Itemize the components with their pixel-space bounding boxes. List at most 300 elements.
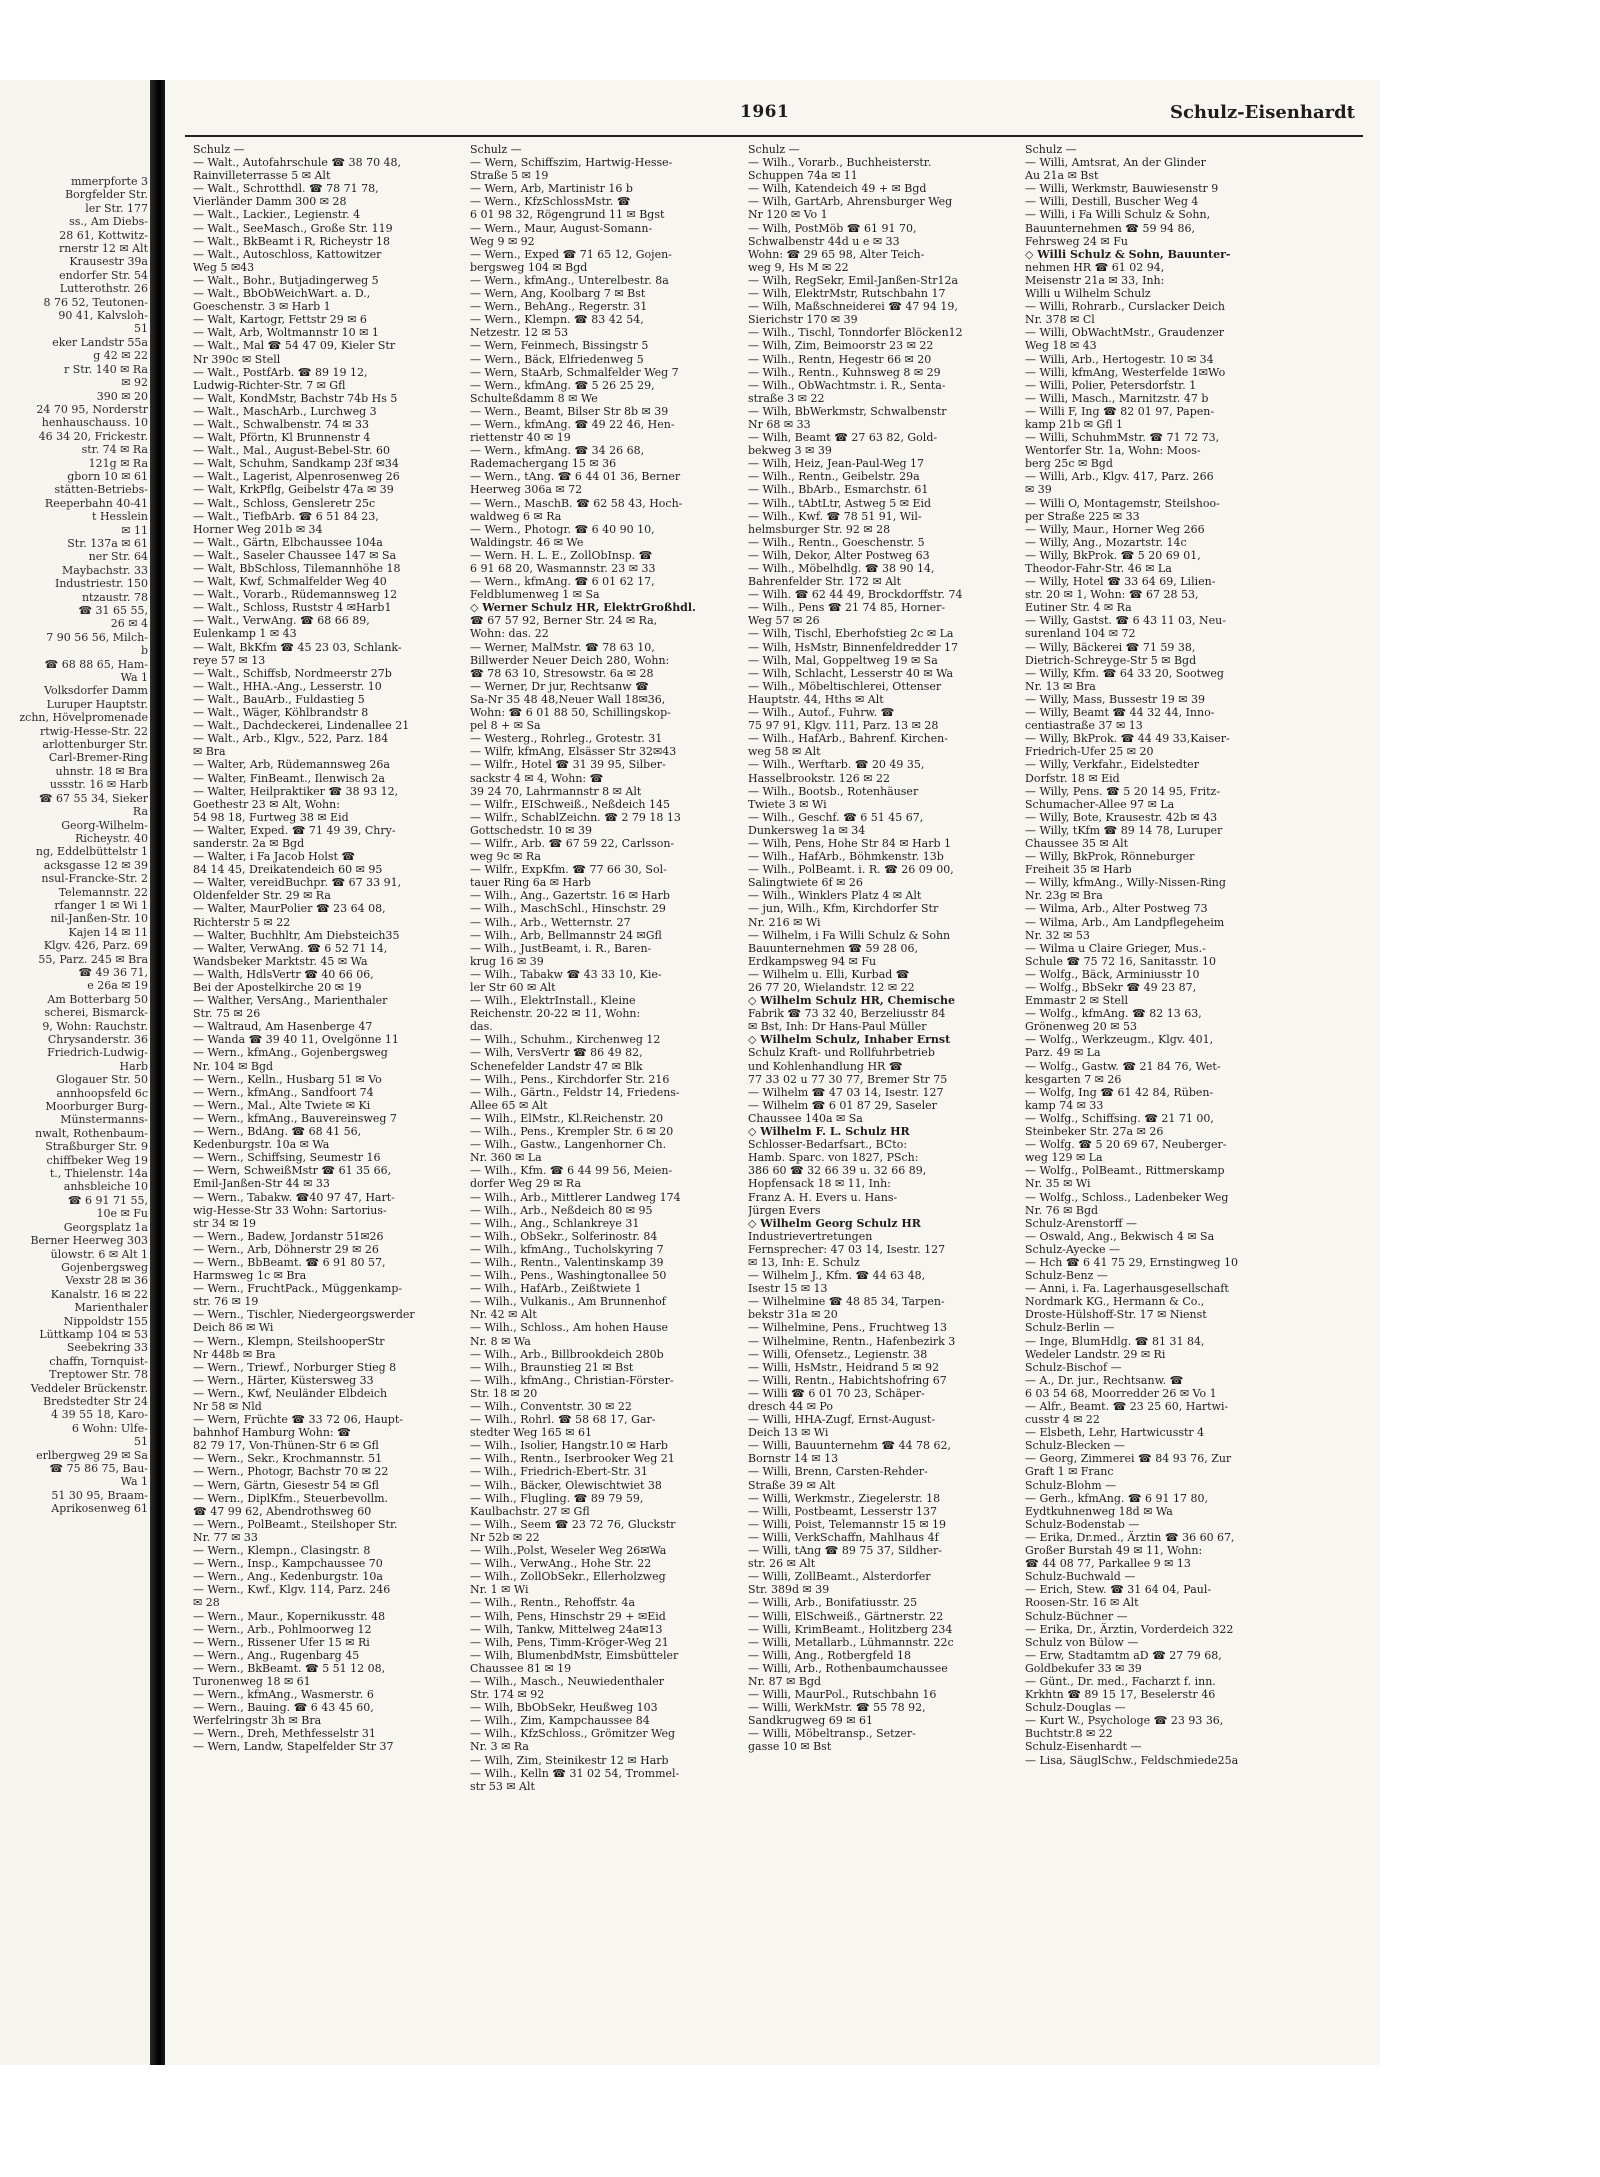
stub-line: ner Str. 64 — [88, 550, 148, 564]
directory-entry-line: Au 21a ✉ Bst — [1025, 169, 1099, 183]
directory-entry-line: — Wolfg., PolBeamt., Rittmerskamp — [1025, 1164, 1225, 1178]
stub-line: ☎ 68 88 65, Ham- — [44, 657, 148, 671]
directory-entry-line: Wandsbeker Marktstr. 45 ✉ Wa — [193, 954, 368, 968]
directory-entry-line: Nr 390c ✉ Stell — [193, 352, 281, 366]
directory-entry-line: — Willi, ZollBeamt., Alsterdorfer — [748, 1570, 931, 1584]
stub-line: Vexstr 28 ✉ 36 — [65, 1274, 148, 1288]
directory-entry-line: ✉ 28 — [193, 1596, 220, 1610]
directory-entry-line: Feldblumenweg 1 ✉ Sa — [470, 588, 600, 602]
directory-entry-line: — Wern., Kelln., Husbarg 51 ✉ Vo — [193, 1072, 382, 1086]
directory-entry-line: str 53 ✉ Alt — [470, 1779, 535, 1793]
directory-entry-line: Schulz-Büchner — — [1025, 1609, 1128, 1623]
directory-entry-line: tauer Ring 6a ✉ Harb — [470, 876, 591, 890]
stub-line: 9, Wohn: Rauchstr. — [42, 1019, 148, 1033]
directory-entry-line: — Wern., Ang., Rugenbarg 45 — [193, 1648, 360, 1662]
stub-line: 390 ✉ 20 — [96, 389, 148, 403]
directory-entry-line: — Willi, Masch., Marnitzstr. 47 b — [1025, 391, 1209, 405]
directory-entry-line: — Wern., Dreh, Methfesselstr 31 — [193, 1727, 376, 1741]
directory-entry-line: — Willi, Arb., Rothenbaumchaussee — [748, 1661, 948, 1675]
directory-entry-line: — Wilh., Pens., Kirchdorfer Str. 216 — [470, 1072, 670, 1086]
directory-entry-line: — Wilh., HafArb., Bahrenf. Kirchen- — [748, 732, 948, 746]
directory-entry-line: Schulz-Blohm — — [1025, 1478, 1117, 1492]
directory-entry-line: helmsburger Str. 92 ✉ 28 — [748, 522, 891, 536]
directory-entry-line: — Wilh, PostMöb ☎ 61 91 70, — [748, 221, 917, 235]
directory-entry-line: gasse 10 ✉ Bst — [748, 1740, 832, 1754]
directory-entry-line: Kedenburgstr. 10a ✉ Wa — [193, 1138, 330, 1152]
directory-entry-line: — Wern, Ang, Koolbarg 7 ✉ Bst — [470, 287, 646, 301]
stub-line: Ra — [132, 805, 148, 819]
directory-entry-line: Schulz Kraft- und Rollfuhrbetrieb — [748, 1046, 935, 1060]
directory-entry-line: — Walter, i Fa Jacob Holst ☎ — [193, 850, 356, 864]
directory-entry-line: — Wilh., ZollObSekr., Ellerholzweg — [470, 1570, 666, 1584]
directory-entry-line: Rainvilleterrasse 5 ✉ Alt — [193, 169, 331, 183]
directory-entry-line: — Wilh., Vulkanis., Am Brunnenhof — [470, 1295, 666, 1309]
left-page-text-stub — [0, 175, 148, 1516]
stub-line: anhsbleiche 10 — [63, 1180, 148, 1194]
directory-entry-line: — Kurt W., Psychologe ☎ 23 93 36, — [1025, 1714, 1224, 1728]
directory-entry-line: Schwalbenstr 44d u e ✉ 33 — [748, 234, 900, 248]
directory-entry-line: — Wilh., Tischl, Tonndorfer Blöcken12 — [748, 326, 963, 340]
directory-entry-line: Kaulbachstr. 27 ✉ Gfl — [470, 1504, 590, 1518]
stub-line: Carl-Bremer-Ring — [48, 751, 148, 765]
directory-entry-line: Gottschedstr. 10 ✉ 39 — [470, 823, 593, 837]
stub-line: Volksdorfer Damm — [44, 684, 148, 698]
stub-line: ☎ 6 91 71 55, — [67, 1193, 148, 1207]
directory-entry-line: — Willi ☎ 6 01 70 23, Schäper- — [748, 1386, 925, 1400]
directory-entry-line: — Wilh., Arb, Bellmannstr 24 ✉Gfl — [470, 928, 662, 942]
directory-entry-line: ◇ Wilhelm Schulz, Inhaber Ernst — [748, 1033, 951, 1047]
directory-entry-line: — Willi F, Ing ☎ 82 01 97, Papen- — [1025, 404, 1215, 418]
directory-entry-line: ler Str 60 ✉ Alt — [470, 981, 556, 994]
directory-entry-line: — Alfr., Beamt. ☎ 23 25 60, Hartwi- — [1025, 1400, 1229, 1413]
directory-entry-line: Buchtstr.8 ✉ 22 — [1025, 1727, 1113, 1741]
stub-line: 90 41, Kalvsloh- — [58, 309, 148, 323]
directory-entry-line: — Wilh., Flugling. ☎ 89 79 59, — [470, 1491, 644, 1505]
stub-line: chiffbeker Weg 19 — [46, 1153, 148, 1167]
directory-entry-line: Hopfensack 18 ✉ 11, Inh: — [748, 1177, 891, 1191]
directory-entry-line: — Wilh., Vorarb., Buchheisterstr. — [748, 156, 932, 170]
directory-entry-line: — Walt., Wäger, Köhlbrandstr 8 — [193, 706, 369, 720]
directory-entry-line: Nr. 8 ✉ Wa — [470, 1334, 531, 1348]
directory-entry-line: — Wilh., tAbtLtr, Astweg 5 ✉ Eid — [748, 496, 932, 510]
directory-entry-line: — Wern., Kwf, Neuländer Elbdeich — [193, 1386, 388, 1400]
directory-entry-line: — Wern., Klempn. ☎ 83 42 54, — [470, 313, 644, 327]
directory-entry-line: Rademachergang 15 ✉ 36 — [470, 457, 617, 471]
stub-line: 28 61, Kottwitz- — [59, 228, 148, 242]
directory-entry-line: — Günt., Dr. med., Facharzt f. inn. — [1025, 1674, 1216, 1688]
directory-entry-line: — Wern, Früchte ☎ 33 72 06, Haupt- — [193, 1413, 403, 1427]
directory-entry-line: Theodor-Fahr-Str. 46 ✉ La — [1025, 562, 1172, 575]
directory-entry-line: — Wern., Exped ☎ 71 65 12, Gojen- — [470, 247, 672, 261]
directory-entry-line: Fernsprecher: 47 03 14, Isestr. 127 — [748, 1242, 946, 1256]
directory-entry-line: — Walt, Kartogr, Fettstr 29 ✉ 6 — [193, 313, 367, 327]
directory-entry-line: — Willi, Rohrarb., Curslacker Deich — [1025, 300, 1225, 314]
directory-entry-line: — Willi, ObWachtMstr., Graudenzer — [1025, 326, 1225, 340]
directory-entry-line: — Wilfr, kfmAng, Elsässer Str 32✉43 — [470, 745, 677, 759]
directory-entry-line: Schulz-Berlin — — [1025, 1321, 1115, 1335]
directory-entry-line: Schulz-Blecken — — [1025, 1439, 1125, 1453]
stub-line: ntzaustr. 78 — [81, 590, 148, 604]
directory-entry-line: 39 24 70, Lahrmannstr 8 ✉ Alt — [470, 784, 642, 798]
directory-entry-line: Netzestr. 12 ✉ 53 — [470, 326, 569, 340]
stub-line: 51 — [134, 1435, 148, 1449]
directory-entry-line: — Lisa, SäuglSchw., Feldschmiede25a — [1025, 1753, 1239, 1767]
directory-entry-line: — Wilh., Rentn., Goeschenstr. 5 — [748, 535, 925, 549]
directory-entry-line: — Wilfr., EISchweiß., Neßdeich 145 — [470, 797, 670, 811]
directory-entry-line: — Wilh., ObWachtmstr. i. R., Senta- — [748, 378, 946, 392]
directory-entry-line: Eulenkamp 1 ✉ 43 — [193, 627, 297, 641]
directory-entry-line: — Wilh., MaschSchl., Hinschstr. 29 — [470, 902, 666, 916]
directory-entry-line: — Willy, Verkfahr., Eidelstedter — [1025, 758, 1199, 772]
directory-entry-line: — Willy, Ang., Mozartstr. 14c — [1025, 535, 1187, 549]
directory-entry-line: Isestr 15 ✉ 13 — [748, 1282, 828, 1296]
directory-entry-line: — Willy, Hotel ☎ 33 64 69, Lilien- — [1025, 575, 1216, 589]
directory-entry-line: — Wilh., Autof., Fuhrw. ☎ — [748, 706, 895, 720]
directory-entry-line: — Willy, Kfm. ☎ 64 33 20, Sootweg — [1025, 666, 1224, 680]
directory-entry-line: — Wilh., Gastw., Langenhorner Ch. — [470, 1138, 667, 1152]
directory-entry-line: Bauunternehmen ☎ 59 94 86, — [1025, 221, 1195, 235]
directory-entry-line: Hasselbrookstr. 126 ✉ 22 — [748, 771, 890, 785]
directory-entry-line: reye 57 ✉ 13 — [193, 653, 266, 667]
directory-entry-line: — Willi, WerkMstr. ☎ 55 78 92, — [748, 1701, 926, 1715]
directory-entry-line: — Willi, Postbeamt, Lesserstr 137 — [748, 1504, 937, 1518]
directory-entry-line: — Georg, Zimmerei ☎ 84 93 76, Zur — [1025, 1452, 1232, 1466]
directory-entry-line: Emil-Janßen-Str 44 ✉ 33 — [193, 1177, 330, 1191]
directory-entry-line: — Walt, KondMstr, Bachstr 74b Hs 5 — [193, 391, 398, 405]
stub-line: str. 74 ✉ Ra — [81, 443, 148, 457]
directory-entry-line: — Willi, HHA-Zugf, Ernst-August- — [748, 1413, 936, 1427]
directory-entry-line: Reichenstr. 20-22 ✉ 11, Wohn: — [470, 1007, 641, 1021]
directory-entry-line: nehmen HR ☎ 61 02 94, — [1025, 260, 1165, 274]
stub-line: Reeperbahn 40-41 — [44, 496, 148, 510]
directory-entry-line: kamp 74 ✉ 33 — [1025, 1098, 1104, 1112]
directory-entry-line: Goeschenstr. 3 ✉ Harb 1 — [193, 300, 331, 314]
directory-entry-line: — Wilh., Arb., Billbrookdeich 280b — [470, 1347, 664, 1361]
stub-line: Am Botterbarg 50 — [47, 992, 148, 1006]
directory-entry-line: ✉ Bst, Inh: Dr Hans-Paul Müller — [748, 1020, 927, 1034]
directory-entry-line: stedter Weg 165 ✉ 61 — [470, 1426, 592, 1440]
directory-entry-line: Nr. 42 ✉ Alt — [470, 1308, 537, 1322]
directory-entry-line: — Wern., Photogr. ☎ 6 40 90 10, — [470, 522, 655, 536]
directory-entry-line: — Wern., Insp., Kampchaussee 70 — [193, 1557, 383, 1571]
directory-entry-line: — Wern, Schiffszim, Hartwig-Hesse- — [470, 156, 673, 170]
directory-entry-line: — Wilhelm J., Kfm. ☎ 44 63 48, — [748, 1269, 926, 1283]
directory-entry-line: sackstr 4 ✉ 4, Wohn: ☎ — [470, 771, 604, 785]
directory-entry-line: — Willi, tAng ☎ 89 75 37, Sildher- — [748, 1544, 943, 1558]
directory-entry-line: Jürgen Evers — [748, 1203, 821, 1217]
directory-entry-line: Schulz von Bülow — — [1025, 1635, 1139, 1649]
directory-entry-line: — Willi, Bauunternehm ☎ 44 78 62, — [748, 1439, 952, 1453]
directory-entry-line: — Wilh., Braunstieg 21 ✉ Bst — [470, 1360, 634, 1374]
directory-entry-line: Großer Burstah 49 ✉ 11, Wohn: — [1025, 1544, 1203, 1558]
directory-entry-line: — Wilh, Dekor, Alter Postweg 63 — [748, 548, 930, 562]
stub-line: ler Str. 177 — [85, 201, 148, 215]
directory-entry-line: — Walt., Gärtn, Elbchaussee 104a — [193, 535, 383, 549]
directory-entry-line: Straße 5 ✉ 19 — [470, 169, 549, 183]
directory-entry-line: Hamb. Sparc. von 1827, PSch: — [748, 1151, 919, 1165]
directory-entry-line: — Willi, Ang., Rotbergfeld 18 — [748, 1648, 912, 1662]
directory-entry-line: bahnhof Hamburg Wohn: ☎ — [193, 1426, 351, 1440]
book-gutter — [150, 80, 165, 2065]
directory-entry-line: Franz A. H. Evers u. Hans- — [748, 1190, 898, 1204]
directory-entry-line: 26 77 20, Wielandstr. 12 ✉ 22 — [748, 981, 915, 994]
directory-entry-line: — Wilh., Winklers Platz 4 ✉ Alt — [748, 889, 922, 903]
stub-line: scherei, Bismarck- — [44, 1006, 148, 1020]
stub-line: t Hesslein — [92, 510, 148, 524]
directory-entry-line: — Wern, Arb, Martinistr 16 b — [470, 182, 633, 196]
directory-entry-line: — Wilh, Pens, Hinschstr 29 + ✉Eid — [470, 1609, 666, 1623]
directory-entry-line: — Elsbeth, Lehr, Hartwicusstr 4 — [1025, 1426, 1205, 1440]
stub-line: Münstermanns- — [60, 1113, 148, 1127]
directory-entry-line: Straße 39 ✉ Alt — [748, 1478, 836, 1492]
directory-entry-line: Bei der Apostelkirche 20 ✉ 19 — [193, 981, 362, 994]
directory-entry-line: Nr. 87 ✉ Bgd — [748, 1674, 822, 1688]
directory-entry-line: — Wilma, Arb., Am Landpflegeheim — [1025, 915, 1225, 929]
directory-entry-line: sanderstr. 2a ✉ Bgd — [193, 836, 305, 850]
directory-entry-line: — Wilh., Arb., Neßdeich 80 ✉ 95 — [470, 1203, 653, 1217]
directory-entry-line: — Wilh., Conventstr. 30 ✉ 22 — [470, 1400, 632, 1413]
stub-line: ussstr. 16 ✉ Harb — [49, 778, 148, 792]
stub-line: ☎ 31 65 55, — [78, 604, 148, 617]
directory-entry-line: ☎ 44 08 77, Parkallee 9 ✉ 13 — [1025, 1557, 1191, 1571]
directory-entry-line: Sandkrugweg 69 ✉ 61 — [748, 1714, 873, 1728]
directory-entry-line: — Walt, Pförtn, Kl Brunnenstr 4 — [193, 431, 371, 445]
directory-entry-line: — Wolfg., Gastw. ☎ 21 84 76, Wet- — [1025, 1059, 1221, 1073]
directory-entry-line: bekstr 31a ✉ 20 — [748, 1308, 838, 1322]
stub-line: Seebekring 33 — [66, 1341, 148, 1355]
directory-entry-line: — Wilma u Claire Grieger, Mus.- — [1025, 941, 1206, 955]
directory-entry-line: — Walt., Autoschloss, Kattowitzer — [193, 247, 382, 261]
stub-line: arlottenburger Str. — [42, 738, 148, 752]
directory-entry-line: — Westerg., Rohrleg., Grotestr. 31 — [470, 732, 663, 746]
directory-entry-line: — Wern., Sekr., Krochmannstr. 51 — [193, 1452, 383, 1466]
directory-entry-line: ◇ Wilhelm Georg Schulz HR — [748, 1216, 921, 1230]
directory-entry-line: Schulz-Arenstorff — — [1025, 1216, 1137, 1230]
directory-entry-line: — Wolfg, Ing ☎ 61 42 84, Rüben- — [1025, 1085, 1214, 1099]
directory-entry-line: str. 76 ✉ 19 — [193, 1295, 259, 1309]
directory-entry-line: Schulz-Ayecke — — [1025, 1242, 1120, 1256]
stub-line: ☎ 49 36 71, — [78, 965, 148, 979]
directory-entry-line: — Wern., Tabakw. ☎40 97 47, Hart- — [193, 1190, 395, 1204]
directory-entry-line: cusstr 4 ✉ 22 — [1025, 1413, 1100, 1427]
directory-entry-line: — Wilh, HsMstr, Binnenfeldredder 17 — [748, 640, 958, 654]
directory-entry-line: — Wilh., Rohrl. ☎ 58 68 17, Gar- — [470, 1413, 656, 1427]
directory-entry-line: — Wilh., Pens., Washingtonallee 50 — [470, 1269, 667, 1283]
directory-entry-line: str 34 ✉ 19 — [193, 1216, 257, 1230]
directory-entry-line: Horner Weg 201b ✉ 34 — [193, 522, 323, 536]
directory-entry-line: Schulz — — [193, 143, 245, 156]
directory-entry-line: — Walther, VersAng., Marienthaler — [193, 994, 388, 1008]
directory-entry-line: — Willi, HsMstr., Heidrand 5 ✉ 92 — [748, 1360, 940, 1374]
directory-entry-line: Dietrich-Schreyge-Str 5 ✉ Bgd — [1025, 653, 1197, 667]
directory-entry-line: — Wilhelm ☎ 47 03 14, Isestr. 127 — [748, 1085, 944, 1099]
directory-entry-line: Schulz-Bischof — — [1025, 1360, 1122, 1374]
directory-entry-line: 386 60 ☎ 32 66 39 u. 32 66 89, — [748, 1164, 927, 1178]
directory-entry-line: Schlosser-Bedarfsart., BCto: — [748, 1138, 908, 1152]
directory-entry-line: — Walt., Bohr., Butjadingerweg 5 — [193, 273, 379, 287]
directory-entry-line: — Wilh., BbArb., Esmarchstr. 61 — [748, 483, 929, 497]
directory-entry-line: — Wern., Beamt, Bilser Str 8b ✉ 39 — [470, 404, 669, 418]
stub-line: nwalt, Rothenbaum- — [35, 1126, 148, 1140]
directory-entry-line: — Willy, Bäckerei ☎ 71 59 38, — [1025, 640, 1196, 654]
directory-column-2 — [470, 143, 732, 1793]
directory-entry-line: — Walt., PostfArb. ☎ 89 19 12, — [193, 365, 368, 379]
directory-entry-line: — Wilh, Zim, Steinikestr 12 ✉ Harb — [470, 1753, 669, 1767]
directory-entry-line: — Wilh., Arb., Wetternstr. 27 — [470, 915, 631, 929]
stub-line: Moorburger Burg- — [45, 1100, 148, 1114]
directory-entry-line: Nr 448b ✉ Bra — [193, 1347, 276, 1361]
directory-entry-line: Nordmark KG., Hermann & Co., — [1025, 1295, 1205, 1309]
stub-line: Berner Heerweg 303 — [30, 1234, 148, 1248]
directory-entry-line: — Wilh., HafArb., Böhmkenstr. 13b — [748, 850, 944, 864]
stub-line: Straßburger Str. 9 — [45, 1140, 148, 1154]
stub-line: Borgfelder Str. — [65, 188, 148, 202]
directory-entry-line: Nr. 76 ✉ Bgd — [1025, 1203, 1099, 1217]
directory-entry-line: — Wilh.,Polst, Weseler Weg 26✉Wa — [470, 1544, 667, 1558]
directory-entry-line: — Willi, KrimBeamt., Holitzberg 234 — [748, 1622, 953, 1636]
stub-line: Aprikosenweg 61 — [51, 1502, 148, 1516]
directory-entry-line: — Walter, vereidBuchpr. ☎ 67 33 91, — [193, 876, 402, 890]
directory-entry-line: — Wern., BbBeamt. ☎ 6 91 80 57, — [193, 1255, 386, 1269]
directory-entry-line: Str. 174 ✉ 92 — [470, 1688, 545, 1702]
directory-column-3 — [748, 143, 1010, 1754]
directory-entry-line: Grönenweg 20 ✉ 53 — [1025, 1020, 1138, 1034]
directory-entry-line: Turonenweg 18 ✉ 61 — [193, 1674, 311, 1688]
directory-entry-line: Nr 120 ✉ Vo 1 — [748, 208, 828, 222]
directory-entry-line: — Wilh, Zim, Beimoorstr 23 ✉ 22 — [748, 339, 934, 353]
directory-entry-line: — Wilh., Tabakw ☎ 43 33 10, Kie- — [470, 967, 662, 981]
stub-line: 8 76 52, Teutonen- — [43, 295, 148, 309]
directory-entry-line: Bahrenfelder Str. 172 ✉ Alt — [748, 575, 902, 589]
directory-entry-line: Nr. 13 ✉ Bra — [1025, 679, 1096, 693]
directory-entry-line: Nr 58 ✉ Nld — [193, 1400, 262, 1413]
directory-entry-line: — Willi, Arb., Klgv. 417, Parz. 266 — [1025, 470, 1214, 484]
stub-line: 24 70 95, Norderstr — [36, 402, 148, 416]
directory-entry-line: — Willi, kfmAng, Westerfelde 1✉Wo — [1025, 365, 1226, 379]
directory-entry-line: — Wilfr., SchablZeichn. ☎ 2 79 18 13 — [470, 810, 681, 824]
scanned-book-spread — [0, 80, 1380, 2065]
directory-column-4 — [1025, 143, 1295, 1767]
directory-entry-line: — Oswald, Ang., Bekwisch 4 ✉ Sa — [1025, 1229, 1215, 1243]
stub-line: gborn 10 ✉ 61 — [67, 469, 148, 483]
directory-entry-line: — Willy, Gastst. ☎ 6 43 11 03, Neu- — [1025, 614, 1226, 628]
directory-entry-line: — Willi, VerkSchaffn, Mahlhaus 4f — [748, 1530, 939, 1544]
directory-entry-line: — Wilh., Pens., Krempler Str. 6 ✉ 20 — [470, 1125, 674, 1139]
directory-entry-line: — Wern., kfmAng., Gojenbergsweg — [193, 1046, 388, 1060]
directory-entry-line: — Walt., Schwalbenstr. 74 ✉ 33 — [193, 417, 370, 431]
stub-line: ✉ 92 — [121, 376, 148, 390]
directory-column-1 — [193, 143, 458, 1754]
directory-entry-line: Schulz — — [1025, 143, 1077, 156]
directory-entry-line: — Wilfr., Hotel ☎ 31 39 95, Silber- — [470, 758, 666, 772]
directory-entry-line: — Wilfr., Arb. ☎ 67 59 22, Carlsson- — [470, 836, 675, 850]
directory-entry-line: — Waltraud, Am Hasenberge 47 — [193, 1020, 373, 1034]
directory-entry-line: — jun, Wilh., Kfm, Kirchdorfer Str — [748, 902, 939, 916]
directory-entry-line: Schule ☎ 75 72 16, Sanitasstr. 10 — [1025, 954, 1216, 968]
directory-entry-line: — Willi, Amtsrat, An der Glinder — [1025, 156, 1206, 170]
stub-line: t., Thielenstr. 14a — [49, 1167, 148, 1181]
directory-entry-line: Nr. 32 ✉ 53 — [1025, 928, 1090, 942]
directory-entry-line: — Wanda ☎ 39 40 11, Ovelgönne 11 — [193, 1033, 399, 1047]
directory-entry-line: Vierländer Damm 300 ✉ 28 — [193, 195, 347, 209]
directory-entry-line: Schulz-Benz — — [1025, 1269, 1108, 1283]
directory-entry-line: — Wolfg., kfmAng. ☎ 82 13 63, — [1025, 1007, 1202, 1021]
directory-entry-line: — Wolfg., Schiffsing. ☎ 21 71 00, — [1025, 1111, 1214, 1125]
directory-entry-line: centiastraße 37 ✉ 13 — [1025, 719, 1143, 733]
stub-line: Gojenbergsweg — [61, 1260, 148, 1274]
directory-entry-line: — Wolfg., BbSekr ☎ 49 23 87, — [1025, 981, 1197, 994]
directory-entry-line: 6 91 68 20, Wasmannstr. 23 ✉ 33 — [470, 562, 656, 575]
page-number: 1961 — [740, 102, 790, 122]
directory-entry-line: — Werner, Dr jur, Rechtsanw ☎ — [470, 679, 649, 693]
stub-line: ng, Eddelbüttelstr 1 — [35, 845, 148, 859]
directory-entry-line: — Wilh., Isolier, Hangstr.10 ✉ Harb — [470, 1439, 668, 1453]
directory-entry-line: — Willi, Metallarb., Lühmannstr. 22c — [748, 1635, 954, 1649]
stub-line: Marienthaler — [74, 1301, 148, 1315]
header-rule — [185, 135, 1363, 137]
directory-entry-line: Deich 86 ✉ Wi — [193, 1321, 274, 1335]
directory-entry-line: Werfelringstr 3h ✉ Bra — [193, 1714, 322, 1728]
directory-entry-line: — Walter, Exped. ☎ 71 49 39, Chry- — [193, 823, 396, 837]
directory-entry-line: 84 14 45, Dreikatendeich 60 ✉ 95 — [193, 863, 383, 877]
directory-entry-line: ✉ 13, Inh: E. Schulz — [748, 1255, 860, 1269]
stub-line: mmerpforte 3 — [70, 175, 148, 188]
directory-entry-line: — Wern., kfmAng., Bauvereinsweg 7 — [193, 1111, 397, 1125]
directory-entry-line: — Wilh, GartArb, Ahrensburger Weg — [748, 195, 953, 209]
directory-entry-line: — Wilh., KfzSchloss., Grömitzer Weg — [470, 1727, 676, 1741]
directory-entry-line: — Wern., Kwf., Klgv. 114, Parz. 246 — [193, 1583, 391, 1597]
directory-entry-line: — Wilhelm ☎ 6 01 87 29, Saseler — [748, 1098, 937, 1112]
stub-line: e 26a ✉ 19 — [87, 979, 148, 993]
directory-entry-line: — Wilh., Gärtn., Feldstr 14, Friedens- — [470, 1085, 680, 1099]
directory-entry-line: ◇ Wilhelm F. L. Schulz HR — [748, 1125, 910, 1139]
stub-line: Veddeler Brückenstr. — [30, 1381, 148, 1395]
directory-entry-line: Nr 52b ✉ 22 — [470, 1530, 540, 1544]
directory-entry-line: — Walt, Arb, Woltmannstr 10 ✉ 1 — [193, 326, 379, 340]
directory-entry-line: riettenstr 40 ✉ 19 — [470, 431, 571, 445]
stub-line: g 42 ✉ 22 — [93, 349, 148, 363]
directory-entry-line: Chaussee 81 ✉ 19 — [470, 1661, 572, 1675]
directory-entry-line: weg 129 ✉ La — [1025, 1151, 1103, 1165]
directory-entry-line: — Willy, Pens. ☎ 5 20 14 95, Fritz- — [1025, 784, 1221, 798]
directory-entry-line: — Wilh, VersVertr ☎ 86 49 82, — [470, 1046, 643, 1060]
directory-entry-line: dorfer Weg 29 ✉ Ra — [470, 1177, 582, 1191]
directory-entry-line: — Wilh, Pens, Hohe Str 84 ✉ Harb 1 — [748, 836, 952, 850]
stub-line: Wa 1 — [120, 671, 148, 685]
directory-entry-line: 6 03 54 68, Moorredder 26 ✉ Vo 1 — [1025, 1386, 1217, 1400]
directory-entry-line: Industrievertretungen — [748, 1229, 873, 1243]
directory-entry-line: — Walt., Vorarb., Rüdemannsweg 12 — [193, 588, 398, 602]
directory-entry-line: — Wern., Bauing. ☎ 6 43 45 60, — [193, 1701, 374, 1715]
directory-entry-line: — Wern., Mal., Alte Twiete ✉ Ki — [193, 1098, 371, 1112]
directory-entry-line: — Wilh., Schloss., Am hohen Hause — [470, 1321, 669, 1335]
directory-entry-line: Richterstr 5 ✉ 22 — [193, 915, 291, 929]
directory-entry-line: — Wilh, Schlacht, Lesserstr 40 ✉ Wa — [748, 666, 954, 680]
directory-entry-line: — Willy, Beamt ☎ 44 32 44, Inno- — [1025, 706, 1215, 720]
directory-entry-line: — Walt., BkBeamt i R, Richeystr 18 — [193, 234, 390, 248]
directory-entry-line: — Wern., Arb, Döhnerstr 29 ✉ 26 — [193, 1242, 379, 1256]
directory-entry-line: Friedrich-Ufer 25 ✉ 20 — [1025, 745, 1154, 759]
directory-entry-line: — Wern., Härter, Küstersweg 33 — [193, 1373, 374, 1387]
directory-entry-line: — Wern, Gärtn, Giesestr 54 ✉ Gfl — [193, 1478, 379, 1492]
stub-line: ☎ 67 55 34, Sieker — [38, 791, 148, 805]
directory-entry-line: — Willy, kfmAng., Willy-Nissen-Ring — [1025, 876, 1226, 890]
directory-entry-line: — Wern, StaArb, Schmalfelder Weg 7 — [470, 365, 679, 379]
directory-entry-line: Billwerder Neuer Deich 280, Wohn: — [470, 653, 670, 667]
stub-line: eker Landstr 55a — [52, 335, 148, 349]
directory-entry-line: — Wilh., Seem ☎ 23 72 76, Gluckstr — [470, 1517, 676, 1531]
stub-line: Harb — [119, 1059, 148, 1073]
